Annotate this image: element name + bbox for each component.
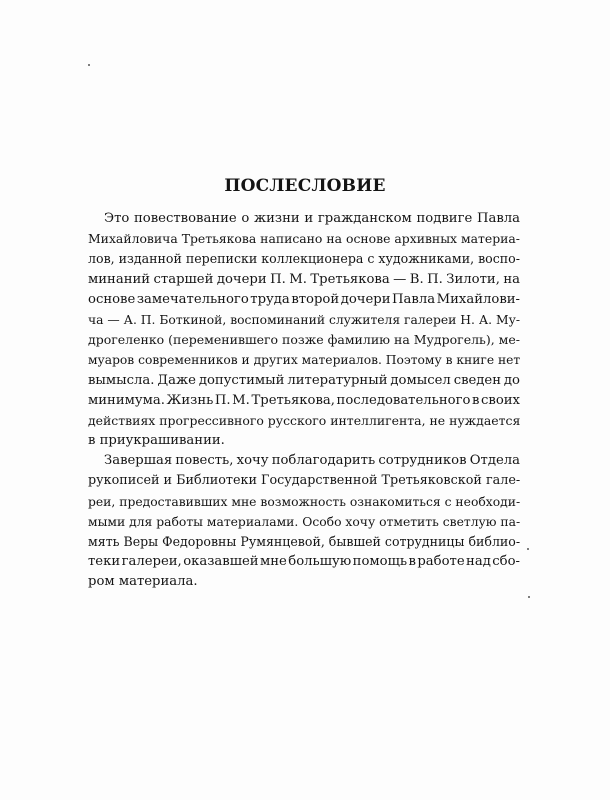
text-line: в приукрашивании. — [88, 433, 225, 449]
text-line: лов, изданной переписки коллекционера с художниками, воспо- — [88, 251, 520, 267]
page-title: ПОСЛЕСЛОВИЕ — [224, 176, 386, 196]
text-line: теки галереи, оказавшей мне большую помощь в работе над сбо- — [88, 554, 520, 570]
text-line: мять Веры Федоровны Румянцевой, бывшей сотрудницы библио- — [88, 534, 521, 549]
text-line: Михайловича Третьякова написано на основе архивных материа- — [88, 231, 520, 247]
text-line: мыми для работы материалами. Особо хочу отметить светлую па- — [88, 514, 521, 529]
paper-speck — [528, 596, 530, 598]
text-line: муаров современников и других материалов. Поэтому в книге нет — [88, 353, 521, 368]
text-line: рукописей и Библиотеки Государственной Третьяковской гале- — [88, 473, 521, 489]
paper-speck — [527, 548, 529, 550]
text-line: действиях прогрессивного русского интеллигента, не нуждается — [88, 412, 521, 428]
text-line: минимума. Жизнь П. М. Третьякова, последовательного в своих — [88, 392, 520, 408]
paragraph-1 — [88, 209, 520, 451]
paragraph-2 — [88, 451, 520, 592]
text-line: реи, предоставивших мне возможность ознакомиться с необходи- — [88, 494, 521, 509]
text-line: вымысла. Даже допустимый литературный домысел сведен до — [88, 372, 520, 388]
text-line: Это повествование о жизни и гражданском подвиге Павла — [104, 211, 520, 226]
text-line: Завершая повесть, хочу поблагодарить сотрудников Отдела — [104, 453, 520, 469]
text-line: минаний старшей дочери П. М. Третьякова — В. П. Зилоти, на — [88, 271, 520, 287]
text-line: ром материала. — [88, 574, 198, 590]
text-line: ча — А. П. Боткиной, воспоминаний служителя галереи Н. А. Му- — [88, 312, 520, 327]
paper-speck — [88, 64, 90, 66]
text-line: основе замечательного труда второй дочери Павла Михайлови- — [88, 291, 520, 307]
afterword-text — [88, 209, 520, 593]
text-line: дрогеленко (переменившего позже фамилию на Мудрогель), ме- — [88, 332, 521, 348]
